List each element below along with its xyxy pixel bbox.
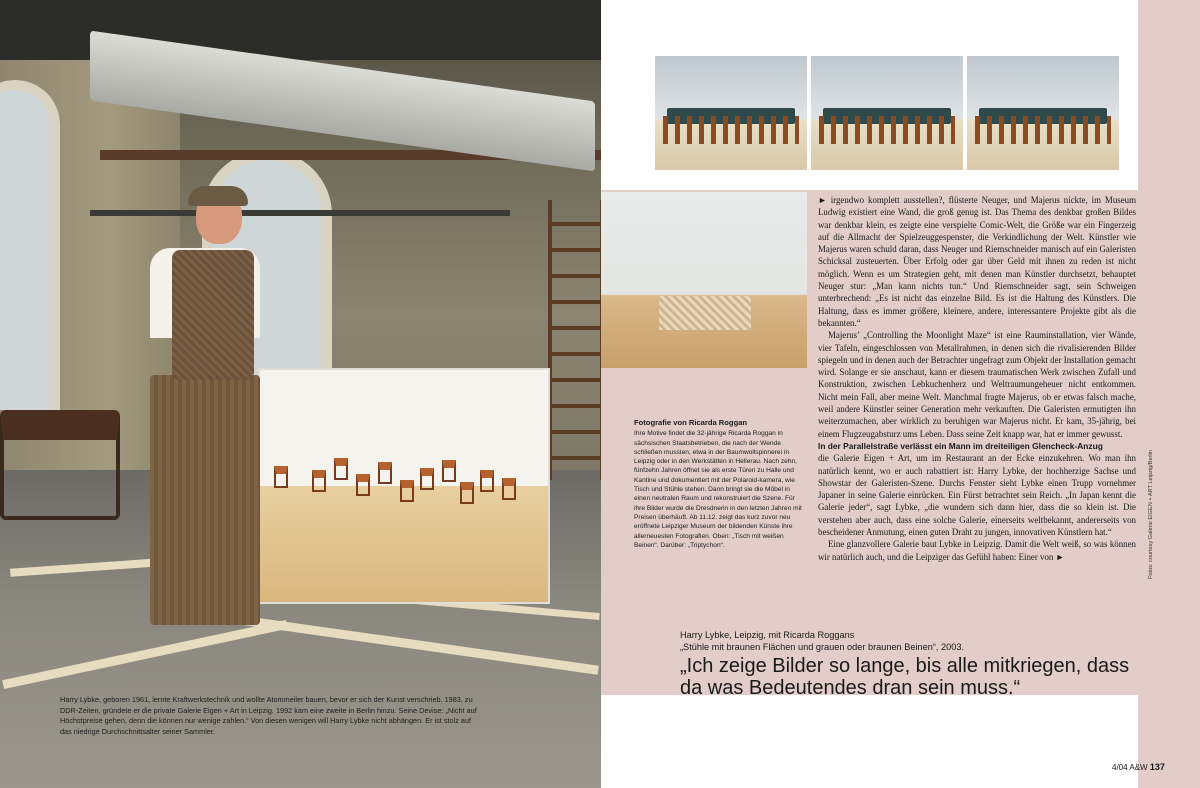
page-number: 137 (1149, 762, 1165, 772)
photo-caption (634, 418, 806, 550)
body-subhead: In der Parallelstraße verlässt ein Mann im dreiteiligen Glencheck-Anzug (818, 440, 1103, 451)
chair (0, 410, 120, 520)
artwork-chairs-photo (258, 368, 550, 604)
triptych-panel-2 (811, 56, 963, 170)
body-paragraph: Majerus’ „Controlling the Moonlight Maze“ ist eine Rauminstallation, vier Wände, vier Tafeln, eingeschlossen von Metallrahmen, in denen sich die rivalisierenden Bilder spiegeln und in denen auch der Betrachter ungefragt zum Objekt der Installation gemacht wird. Solange er sie anschaut, kann er diesem traumatischen Werk zwischen Zufall und Konstruktion, zwischen Lebkuchenherz und Weltraumungeheuer nicht entkommen. Nicht mein Fall, aber meine Welt. Manchmal fragte Majerus, ob er etwas falsch mache, weil andere Künstler seiner Generation mehr verkauften. Die Galeristen ermutigten ihn weiterzumachen, aber wirklich zu beruhigen war Majerus nicht. Er kam, 35-jährig, bei einem Flugzeugabsturz ums Leben. Dass seine Zeit knapp war, hat er immer gewusst. (818, 330, 1136, 439)
folio-issue: 4/04 (1112, 763, 1128, 772)
left-caption: Harry Lybke, geboren 1961, lernte Kraftwerkstechnik und wollte Atommeiler bauen, bevor er sich der Kunst verschrieb. 1983, zu DDR-Zeiten, gründete er die private Galerie Eigen + Art in Leipzig. 1992 kam eine zweite in Berlin hinzu. Seine Devise: „Nicht auf Höchstpreise gehen, denn die können nur wenige zahlen.“ Von diesen wenigen will Harry Lybke nicht abhängen. Er ist stolz auf das niedrige Durchschnittsalter seiner Sammler. (60, 695, 477, 736)
photo-caption-text: Ihre Motive findet die 32-jährige Ricarda Roggan in sächsischen Staatsbetrieben, die nach der Wende schließen mussten, etwa in der Baumwollspinnerei in Leipzig oder in den Werkstätten in Hellerau. Nach zehn, fünfzehn Jahren öffnet sie als erste Türen zu Halle und Kantine und dokumentiert mit der Polaroid-kamera, wie Tisch und Stühle stehen. Dann bringt sie die Möbel in einen neutralen Raum und rekonstruiert die Szene. Für ihre Bilder wurde die Dresdnerin in den letzten Jahren mit Preisen überhäuft. Ab 11.12. zeigt das kurz zuvor neu eröffnete Leipziger Museum der bildenden Künste ihre allerneuesten Fotografien. Oben: „Tisch mit weißen Beinen“. Darüber: „Triptychon“. (634, 430, 802, 549)
article-body (818, 194, 1136, 563)
person-cap (188, 186, 248, 206)
photo-credit (1148, 450, 1160, 580)
person-trousers (150, 375, 260, 625)
pull-credit-line: Harry Lybke, Leipzig, mit Ricarda Roggans (680, 630, 855, 640)
pull-credit (680, 630, 1120, 653)
triptych-panel-3 (967, 56, 1119, 170)
photo-caption-heading: Fotografie von Ricarda Roggan (634, 418, 748, 427)
body-paragraph: die Galerie Eigen + Art, um im Restaurant an der Ecke einzukehren. Wo man ihn natürlich kennt, wo er auch rabattiert ist: Harry Lybke, der hochherzige Sachse und Showstar der Galeristen-Szene. Durchs Fenster sieht Lybke einen Trupp vornehmer Japaner in seine Galerie einrücken. Ein Fürst betrachtet sein Reich. „In Japan kennt die Galerie jeder“, sagt Lybke, „die wundern sich dann hier, dass die so klein ist. Die verstehen aber auch, dass eine solche Galerie, einerseits weltbekannt, andererseits von bescheidener Anmutung, einen guten Draht zu jungen, innovativen Künstlern hat.“ (818, 453, 1136, 538)
photo-tisch-mit-weissen-beinen (601, 192, 807, 368)
pull-credit-line: „Stühle mit braunen Flächen und grauen oder braunen Beinen“, 2003. (680, 641, 964, 652)
photo-credit-text: Fotos: courtesy Galerie EIGEN + ART Leipzig/Berlin (1148, 450, 1154, 579)
body-paragraph: Eine glanzvollere Galerie baut Lybke in Leipzig. Damit die Welt weiß, so was können wir natürlich auch, und die Leipziger das Gefühl haben: Einer von ► (818, 539, 1136, 562)
pipe (90, 210, 510, 216)
arched-window (0, 80, 60, 410)
folio (1112, 762, 1165, 772)
person-vest (172, 250, 254, 380)
pull-quote: „Ich zeige Bilder so lange, bis alle mitkriegen, dass da was Bedeutendes dran sein muss.“ (680, 655, 1130, 699)
pink-margin-strip (1138, 0, 1200, 788)
ladder (548, 200, 601, 480)
triptych-panel-1 (655, 56, 807, 170)
body-paragraph: ► irgendwo komplett ausstellen?, flüsterte Neuger, und Majerus nickte, im Museum Ludwig existiert eine Wand, die groß genug ist. Das Thema des denkbar großen Bildes war denkbar klein, es zeigte eine verspielte Comic-Welt, die Größe war ein Fingerzeig auf die Allmacht der Spielzeuggespenster, die Verkindlichung der Welt. Künstler wie Majerus waren schuld daran, dass Neuger und Riemschneider manisch auf ein Galeristen Schicksal zusteuerten. Über Erfolg oder gar über Geld mit ihnen zu reden ist nicht möglich. Wenn es um Strategien geht, mit denen man Künstler durchsetzt, behauptet Neuger stur: „Man kann nichts tun.“ Und Riemschneider sagt, sein Schweigen unterbrechend: „Es ist nicht das einzelne Bild. Es ist die Haltung des Künstlers. Die Haltung, dass es immer größere, kleinere, andere, interessantere Projekte gibt als die bekannten.“ (818, 195, 1136, 328)
folio-magazine: A&W (1129, 763, 1148, 772)
